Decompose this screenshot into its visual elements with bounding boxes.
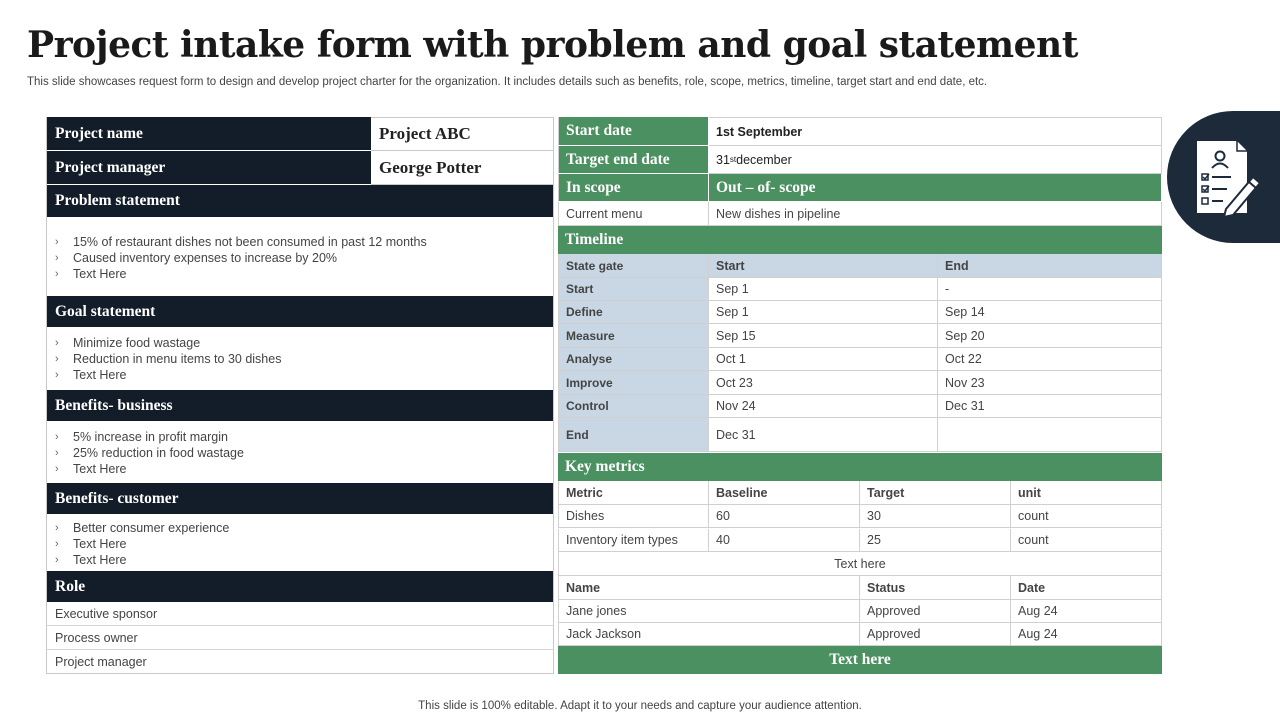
target-end-value: 31 st december <box>709 146 1162 174</box>
table-row <box>558 301 1162 324</box>
table-cell: Nov 23 <box>938 371 1162 395</box>
table-cell: Sep 15 <box>709 324 938 348</box>
table-cell: Jane jones <box>558 600 860 623</box>
table-cell: 25 <box>860 529 1011 552</box>
metrics-note: Text here <box>558 552 1162 576</box>
table-cell: Dec 31 <box>938 395 1162 418</box>
list-item: › Text Here <box>55 368 127 382</box>
bottom-bar-text: Text here <box>558 646 1162 674</box>
footer-note: This slide is 100% editable. Adapt it to your needs and capture your audience attention. <box>418 700 862 712</box>
list-item: › Text Here <box>55 462 127 476</box>
chevron-right-icon: › <box>55 337 59 349</box>
list-item: › Text Here <box>55 537 127 551</box>
table-cell: count <box>1011 505 1162 528</box>
list-item: › Caused inventory expenses to increase by 20% <box>55 251 338 265</box>
role-item: Process owner <box>47 626 553 650</box>
list-item: › 5% increase in profit margin <box>55 430 228 444</box>
table-row <box>558 395 1162 418</box>
table-row <box>558 278 1162 301</box>
checklist-pencil-icon <box>1193 139 1263 219</box>
key-metrics-title: Key metrics <box>558 453 1162 481</box>
table-cell: Sep 1 <box>709 301 938 324</box>
left-panel <box>46 117 554 674</box>
project-manager-value: George Potter <box>371 151 553 185</box>
target-end-label: Target end date <box>558 146 709 174</box>
list-item: › 25% reduction in food wastage <box>55 446 244 460</box>
goal-statement-list <box>47 335 553 383</box>
chevron-right-icon: › <box>55 268 59 280</box>
table-cell: Oct 23 <box>709 371 938 395</box>
column-header: Status <box>860 576 1011 600</box>
table-cell: Sep 20 <box>938 324 1162 348</box>
column-header: Metric <box>558 481 709 505</box>
goal-statement-header: Goal statement <box>47 296 553 327</box>
benefits-customer-list <box>47 520 553 568</box>
metrics-note-row <box>558 552 1162 576</box>
table-row <box>558 623 1162 646</box>
approvals-columns <box>558 576 1162 600</box>
column-header: unit <box>1011 481 1162 505</box>
table-row <box>558 529 1162 552</box>
project-name-value: Project ABC <box>371 117 553 151</box>
chevron-right-icon: › <box>55 522 59 534</box>
project-manager-row <box>47 151 553 185</box>
table-row <box>558 600 1162 623</box>
table-cell: Oct 22 <box>938 348 1162 371</box>
table-cell: Approved <box>860 600 1011 623</box>
table-cell: Analyse <box>558 348 709 371</box>
role-header: Role <box>47 571 553 602</box>
page-subtitle: This slide showcases request form to design and develop project charter for the organization. It includes details such as benefits, role, scope, metrics, timeline, target start and end date, etc. <box>27 76 988 88</box>
column-header: Target <box>860 481 1011 505</box>
benefits-business-header: Benefits- business <box>47 390 553 421</box>
target-end-row <box>558 146 1162 174</box>
table-cell: Dec 31 <box>709 418 938 452</box>
timeline-header <box>558 226 1162 254</box>
table-cell: End <box>558 418 709 452</box>
chevron-right-icon: › <box>55 252 59 264</box>
table-row <box>558 348 1162 371</box>
role-item: Project manager <box>55 655 147 669</box>
chevron-right-icon: › <box>55 353 59 365</box>
list-item: › 15% of restaurant dishes not been consumed in past 12 months <box>55 235 427 249</box>
table-cell: 40 <box>709 529 860 552</box>
in-scope-value: Current menu <box>558 202 709 226</box>
table-row <box>558 371 1162 395</box>
scope-value-row <box>558 202 1162 226</box>
scope-header-row <box>558 174 1162 202</box>
table-cell: 30 <box>860 505 1011 528</box>
metrics-columns <box>558 481 1162 505</box>
problem-statement-header: Problem statement <box>47 185 553 217</box>
start-date-label: Start date <box>558 117 709 146</box>
benefits-customer-header: Benefits- customer <box>47 483 553 514</box>
timeline-title: Timeline <box>558 226 1162 254</box>
project-manager-label: Project manager <box>47 151 371 185</box>
table-row <box>558 324 1162 348</box>
table-cell: Start <box>558 278 709 301</box>
icon-badge <box>1167 111 1280 243</box>
project-name-row <box>47 117 553 151</box>
start-date-value: 1st September <box>709 117 1162 146</box>
column-header: Baseline <box>709 481 860 505</box>
project-name-label: Project name <box>47 117 371 151</box>
column-header: Start <box>709 254 938 278</box>
chevron-right-icon: › <box>55 538 59 550</box>
table-cell: Oct 1 <box>709 348 938 371</box>
chevron-right-icon: › <box>55 554 59 566</box>
table-cell: Dishes <box>558 505 709 528</box>
table-cell: Nov 24 <box>709 395 938 418</box>
column-header: State gate <box>558 254 709 278</box>
table-cell: Control <box>558 395 709 418</box>
column-header: Date <box>1011 576 1162 600</box>
chevron-right-icon: › <box>55 369 59 381</box>
table-cell: Sep 14 <box>938 301 1162 324</box>
bottom-bar <box>558 646 1162 674</box>
list-item: › Better consumer experience <box>55 521 230 535</box>
role-item: Executive sponsor <box>47 602 553 626</box>
table-cell: Sep 1 <box>709 278 938 301</box>
list-item: › Text Here <box>55 267 127 281</box>
table-cell <box>938 418 1162 452</box>
timeline-columns <box>558 254 1162 278</box>
column-header: Name <box>558 576 860 600</box>
chevron-right-icon: › <box>55 431 59 443</box>
chevron-right-icon: › <box>55 236 59 248</box>
out-scope-value: New dishes in pipeline <box>709 202 1162 226</box>
table-cell: Jack Jackson <box>558 623 860 646</box>
table-cell: Approved <box>860 623 1011 646</box>
out-scope-label: Out – of- scope <box>709 174 1162 202</box>
problem-statement-list <box>47 234 553 282</box>
list-item: › Reduction in menu items to 30 dishes <box>55 352 282 366</box>
role-list <box>47 602 553 674</box>
list-item: › Text Here <box>55 553 127 567</box>
list-item: › Minimize food wastage <box>55 336 201 350</box>
table-cell: count <box>1011 529 1162 552</box>
table-cell: Define <box>558 301 709 324</box>
table-cell: 60 <box>709 505 860 528</box>
chevron-right-icon: › <box>55 447 59 459</box>
table-cell: Measure <box>558 324 709 348</box>
table-cell: - <box>938 278 1162 301</box>
in-scope-label: In scope <box>558 174 709 202</box>
chevron-right-icon: › <box>55 463 59 475</box>
key-metrics-header <box>558 453 1162 481</box>
page-title: Project intake form with problem and goal statement <box>27 24 1078 66</box>
table-cell: Aug 24 <box>1011 600 1162 623</box>
table-row <box>558 505 1162 528</box>
table-cell: Aug 24 <box>1011 623 1162 646</box>
column-header: End <box>938 254 1162 278</box>
start-date-row <box>558 117 1162 146</box>
right-panel <box>558 117 1162 674</box>
table-cell: Improve <box>558 371 709 395</box>
table-row <box>558 418 1162 452</box>
table-cell: Inventory item types <box>558 529 709 552</box>
benefits-business-list <box>47 429 553 477</box>
